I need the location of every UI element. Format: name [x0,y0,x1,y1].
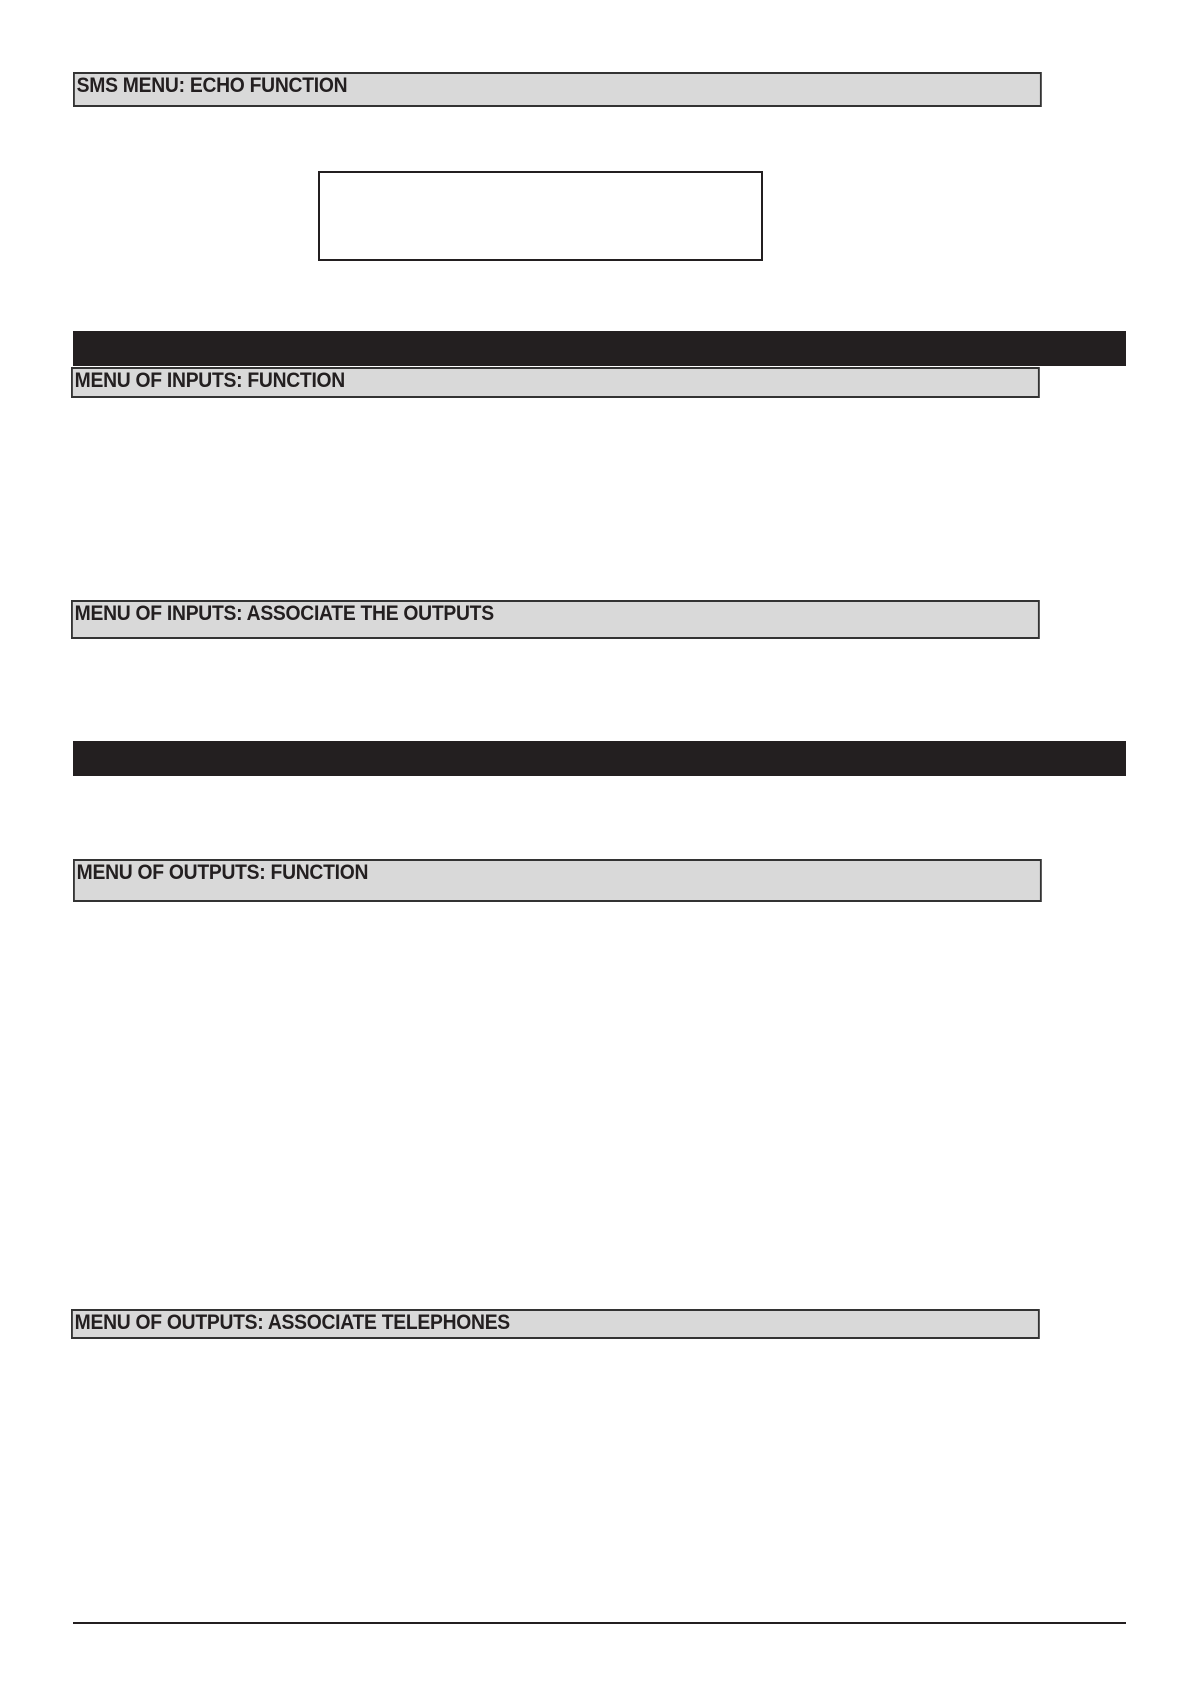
display-box [318,171,763,261]
section-header-outputs-function [73,859,1042,902]
section-divider-bar [73,331,1126,366]
section-title: SMS MENU: ECHO FUNCTION [76,74,348,97]
footer-rule [73,1622,1126,1624]
section-header-inputs-function [71,367,1040,398]
section-title: MENU OF OUTPUTS: ASSOCIATE TELEPHONES [74,1311,510,1334]
section-header-inputs-associate-outputs [71,600,1040,639]
section-title: MENU OF INPUTS: ASSOCIATE THE OUTPUTS [74,602,494,625]
section-divider-bar [73,741,1126,776]
section-header-sms-echo-function [73,72,1042,107]
section-title: MENU OF INPUTS: FUNCTION [74,369,345,392]
section-header-outputs-associate-telephones [71,1309,1040,1339]
section-title: MENU OF OUTPUTS: FUNCTION [76,861,369,884]
